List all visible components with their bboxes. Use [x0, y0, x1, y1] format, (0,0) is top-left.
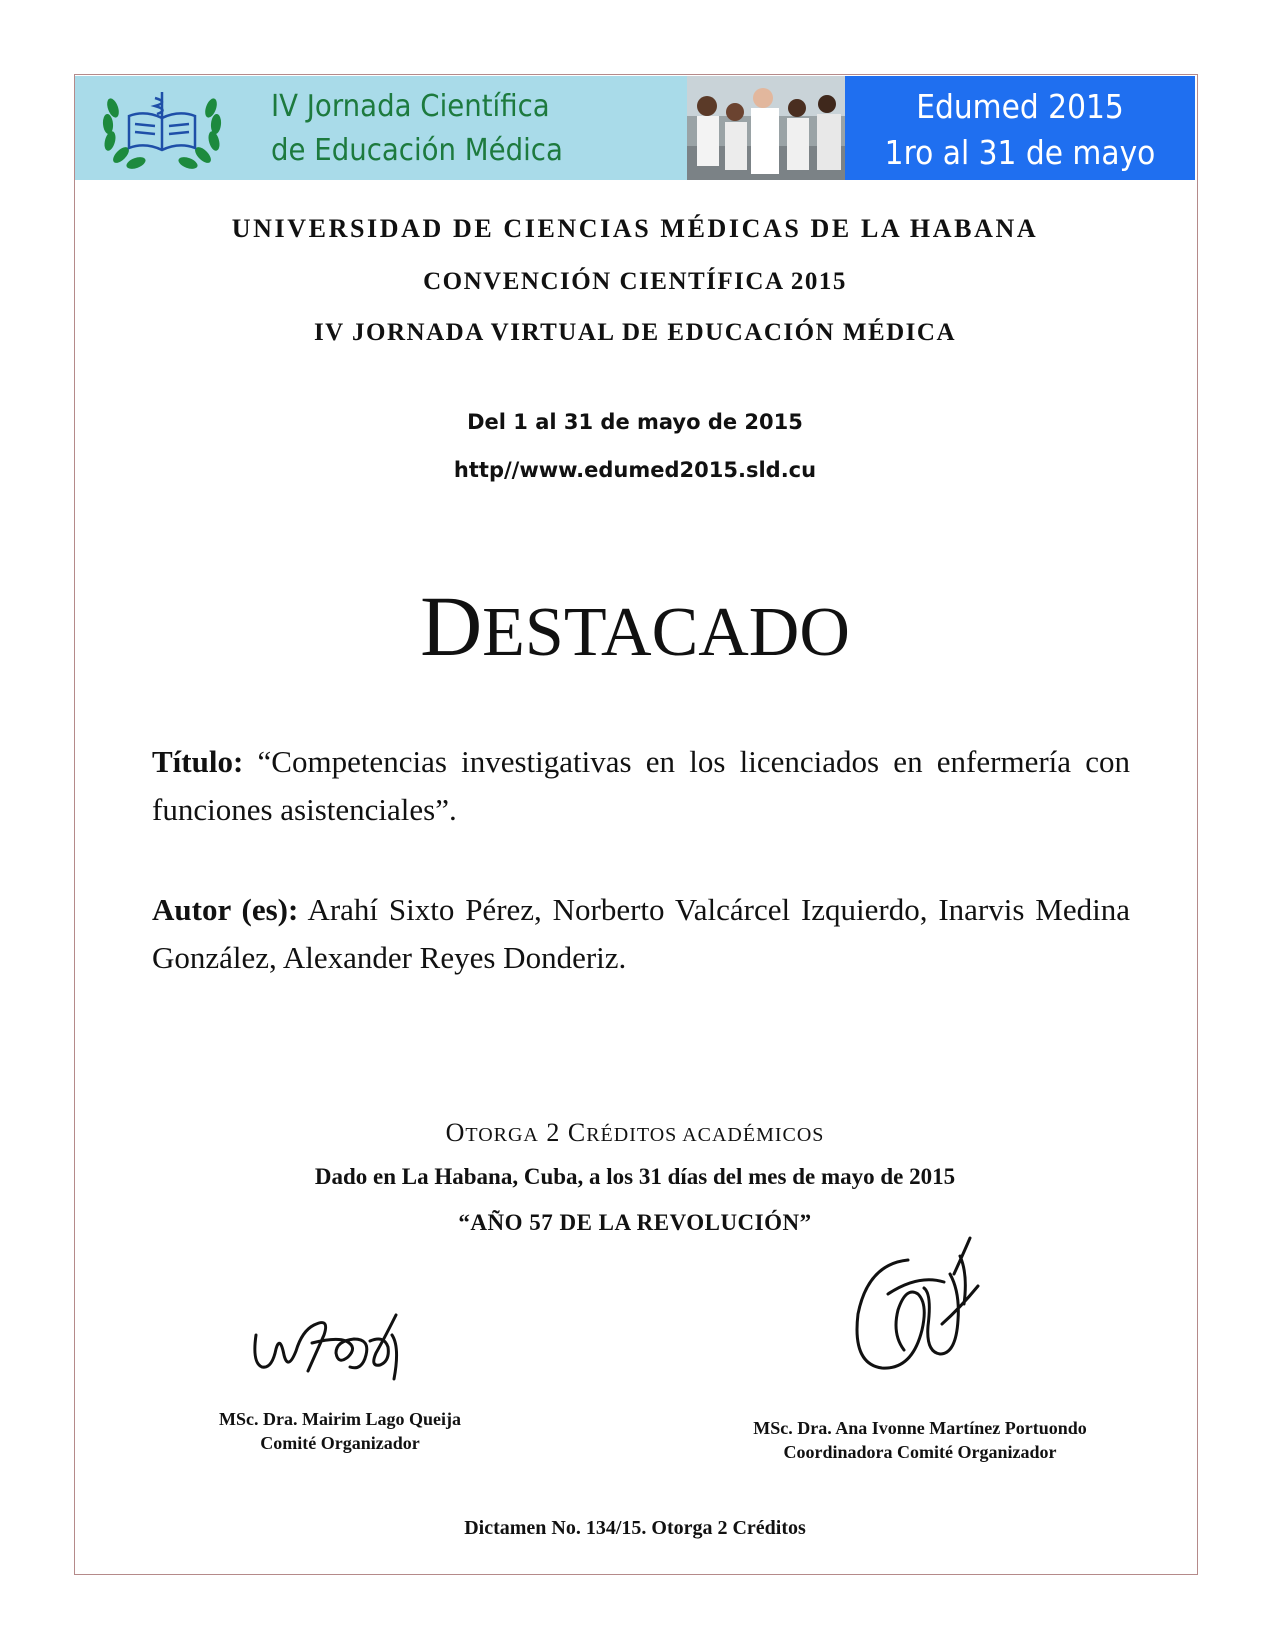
- banner-title: [271, 85, 648, 173]
- issue-place-date: Dado en La Habana, Cuba, a los 31 días del mes de mayo de 2015: [314, 1164, 956, 1189]
- work-title-value: “Competencias investigativas en los licenciados en enfermería con funciones asistenciales”.: [152, 744, 1130, 827]
- jornada-name: IV JORNADA VIRTUAL DE EDUCACIÓN MÉDICA: [313, 319, 957, 346]
- award-initial: D: [420, 578, 483, 674]
- work-authors: [152, 886, 1130, 982]
- credits-c-rest: RÉDITOS ACADÉMICOS: [586, 1124, 825, 1146]
- award-rest: ESTACADO: [482, 594, 850, 671]
- work-author-label: Autor (es):: [152, 892, 299, 927]
- signer-2-role: Coordinadora Comité Organizador: [783, 1442, 1057, 1462]
- signer-1-name: MSc. Dra. Mairim Lago Queija: [219, 1409, 461, 1429]
- signer-2: [710, 1416, 1130, 1464]
- signature-1-image: [250, 1295, 420, 1385]
- work-author-value: Arahí Sixto Pérez, Norberto Valcárcel Izquierdo, Inarvis Medina González, Alexander Reyes Donderiz.: [152, 892, 1130, 975]
- event-url: http//www.edumed2015.sld.cu: [453, 458, 817, 482]
- credits-number: 2: [546, 1118, 561, 1147]
- banner-title-panel: [75, 76, 687, 180]
- work-title-label: Título:: [152, 744, 244, 779]
- institution-name: UNIVERSIDAD DE CIENCIAS MÉDICAS DE LA HABANA: [231, 214, 1039, 243]
- banner-title-line2: de Educación Médica: [271, 133, 563, 168]
- signer-1: [180, 1407, 500, 1455]
- credits-o-initial: O: [445, 1118, 466, 1147]
- dictamen-footer: Dictamen No. 134/15. Otorga 2 Créditos: [464, 1517, 806, 1539]
- signature-2-image: [848, 1234, 988, 1384]
- banner-event-panel: [845, 76, 1195, 180]
- event-banner: [75, 76, 1195, 180]
- banner-title-line1: IV Jornada Científica: [271, 89, 550, 124]
- credits-c-initial: C: [567, 1118, 587, 1147]
- signer-1-role: Comité Organizador: [260, 1433, 420, 1453]
- laurel-book-emblem-icon: [99, 86, 225, 170]
- banner-event-line2: 1ro al 31 de mayo: [884, 133, 1156, 172]
- award-title: [75, 576, 1195, 676]
- banner-photo-image: [687, 76, 845, 180]
- work-title: [152, 738, 1130, 834]
- convention-name: CONVENCIÓN CIENTÍFICA 2015: [423, 268, 847, 295]
- event-dates: Del 1 al 31 de mayo de 2015: [467, 410, 803, 434]
- banner-event-text: [863, 84, 1178, 176]
- year-motto: “AÑO 57 DE LA REVOLUCIÓN”: [458, 1210, 812, 1235]
- signer-2-name: MSc. Dra. Ana Ivonne Martínez Portuondo: [753, 1418, 1087, 1438]
- credits-o-rest: TORGA: [465, 1124, 539, 1146]
- banner-event-line1: Edumed 2015: [916, 87, 1124, 126]
- credits-line: [75, 1118, 1195, 1148]
